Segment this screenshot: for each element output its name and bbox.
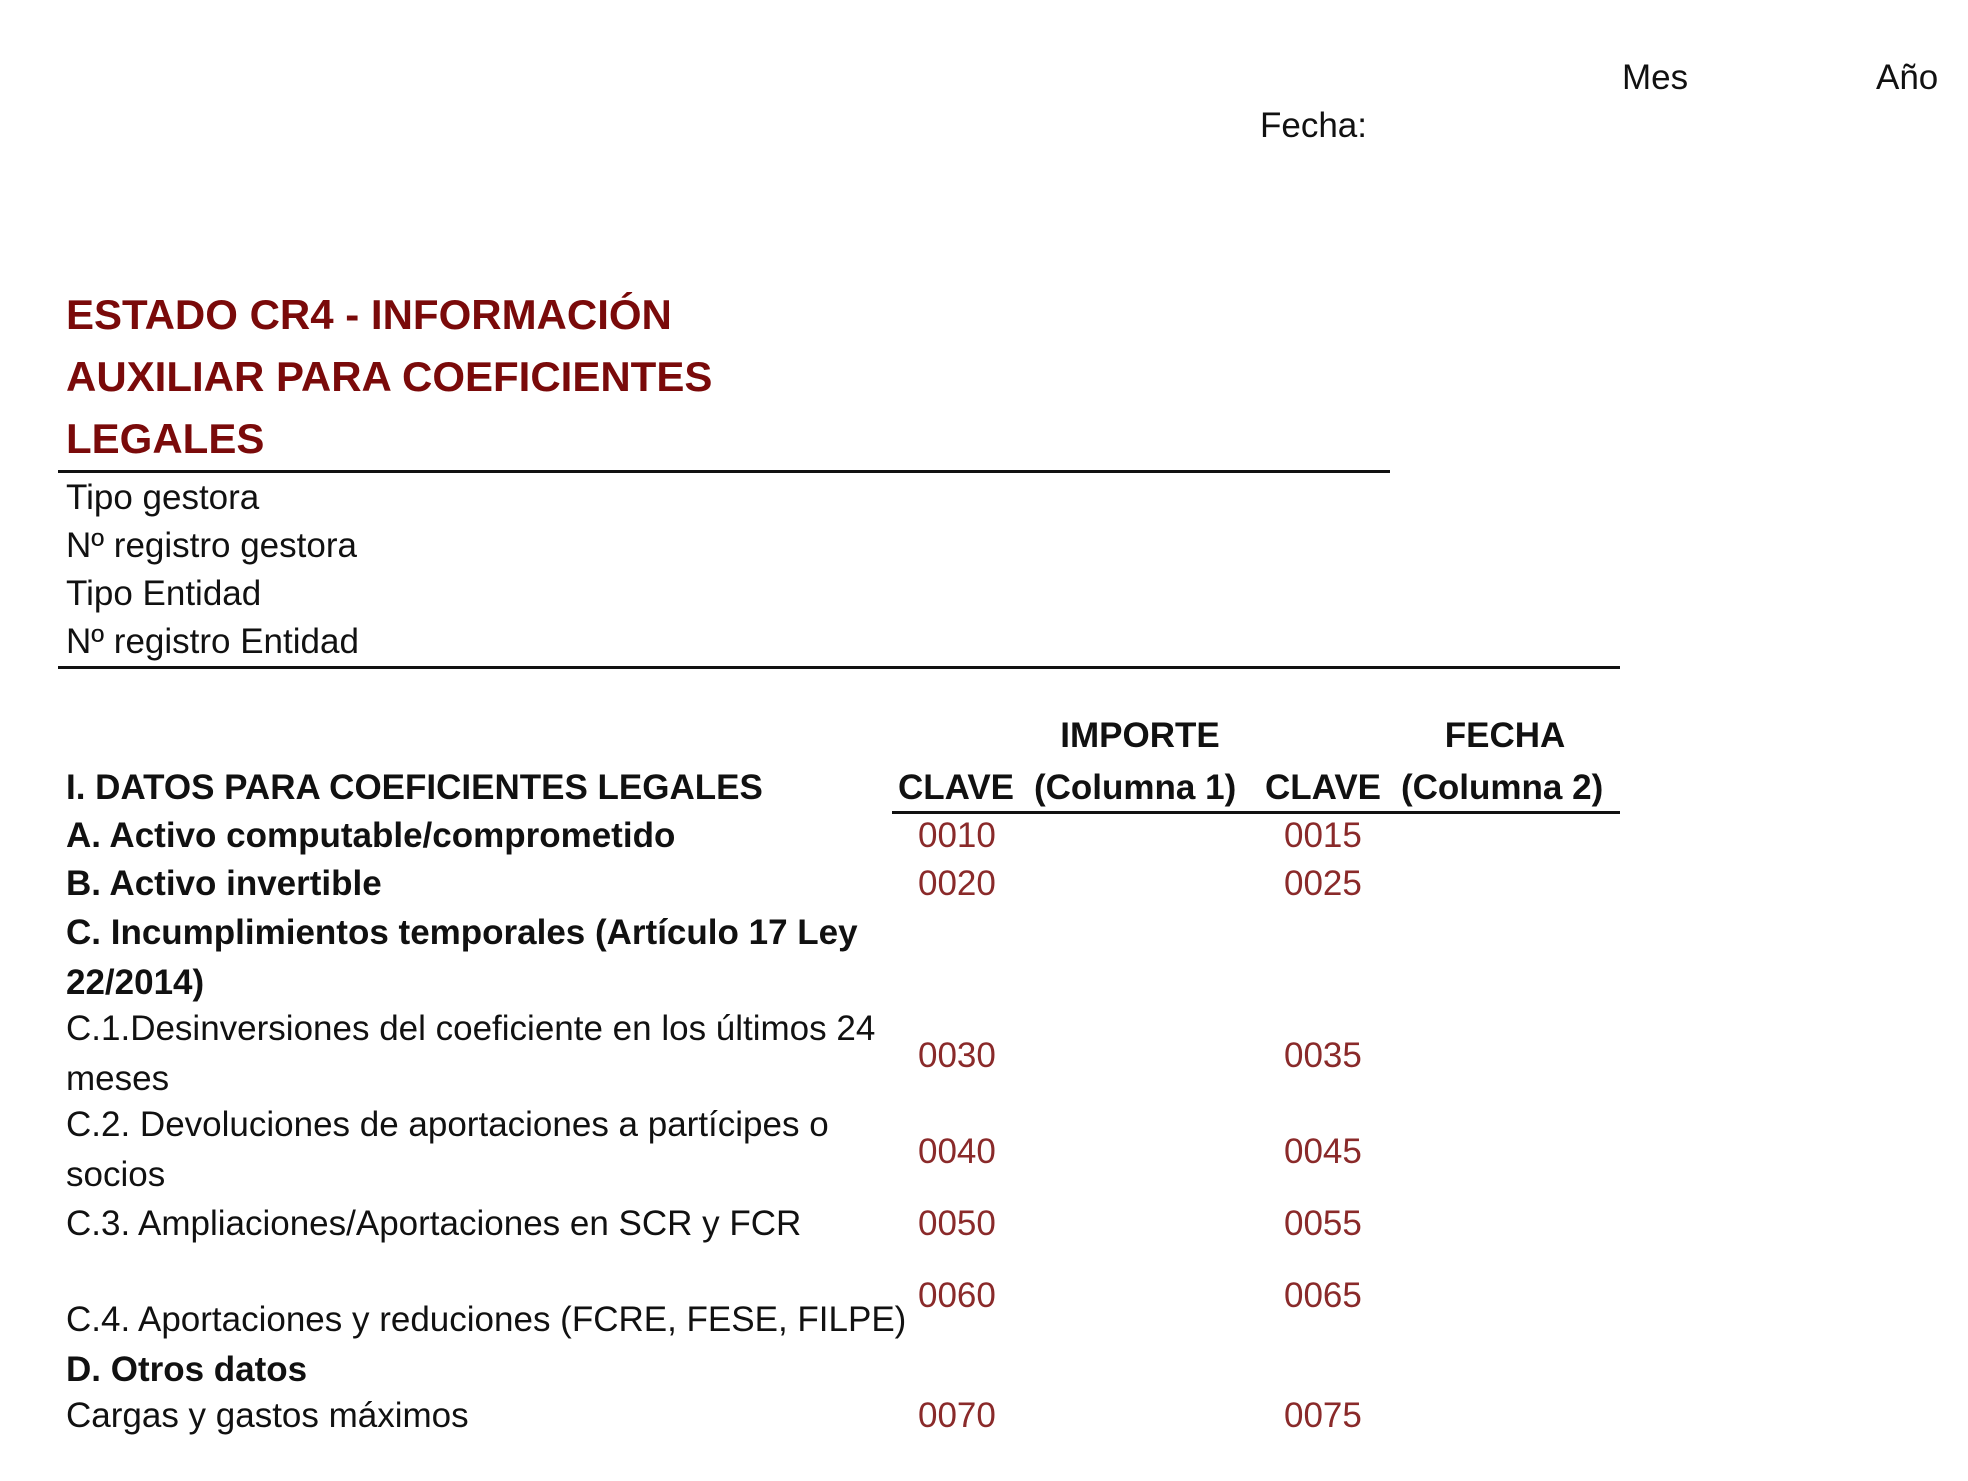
row-label-cargas: Cargas y gastos máximos <box>66 1396 469 1435</box>
row-code1-c4: 0060 <box>918 1276 996 1315</box>
row-label-c: C. Incumplimientos temporales (Artículo 17 Ley 22/2014) <box>66 913 858 1002</box>
row-code2-a: 0015 <box>1284 816 1362 855</box>
title-rule <box>58 470 1390 473</box>
row-label-c3: C.3. Ampliaciones/Aportaciones en SCR y FCR <box>66 1204 802 1243</box>
row-code1-a: 0010 <box>918 816 996 855</box>
row-code1-c2: 0040 <box>918 1132 996 1171</box>
col-importe-header-bottom: (Columna 1) <box>1034 768 1237 807</box>
field-tipo-gestora: Tipo gestora <box>66 478 260 517</box>
date-label: Fecha: <box>1260 106 1367 145</box>
row-code1-b: 0020 <box>918 864 996 903</box>
row-label-b: B. Activo invertible <box>66 864 382 903</box>
field-registro-gestora: Nº registro gestora <box>66 526 357 565</box>
field-registro-entidad: Nº registro Entidad <box>66 622 359 661</box>
field-tipo-entidad: Tipo Entidad <box>66 574 262 613</box>
row-label-c1: C.1.Desinversiones del coeficiente en los últimos 24 meses <box>66 1009 876 1098</box>
entity-rule <box>58 666 1620 669</box>
col-fecha-header-bottom: (Columna 2) <box>1401 768 1604 807</box>
row-code1-c3: 0050 <box>918 1204 996 1243</box>
row-label-c2: C.2. Devoluciones de aportaciones a partícipes o socios <box>66 1105 829 1194</box>
col-clave-1-header: CLAVE <box>898 768 1015 807</box>
row-code2-c1: 0035 <box>1284 1036 1362 1075</box>
row-label-a: A. Activo computable/comprometido <box>66 816 676 855</box>
row-code2-c2: 0045 <box>1284 1132 1362 1171</box>
col-fecha-header-top: FECHA <box>1444 716 1566 755</box>
row-code1-c1: 0030 <box>918 1036 996 1075</box>
row-code2-b: 0025 <box>1284 864 1362 903</box>
section-title: I. DATOS PARA COEFICIENTES LEGALES <box>66 768 763 807</box>
page-title: ESTADO CR4 - INFORMACIÓN AUXILIAR PARA COEFICIENTES LEGALES <box>66 291 713 462</box>
row-code2-c3: 0055 <box>1284 1204 1362 1243</box>
row-code2-cargas: 0075 <box>1284 1396 1362 1435</box>
col-importe-header-top: IMPORTE <box>1060 716 1220 755</box>
row-label-c4: C.4. Aportaciones y reduciones (FCRE, FESE, FILPE) <box>66 1300 907 1339</box>
year-label: Año <box>1876 58 1939 97</box>
month-label: Mes <box>1622 58 1689 97</box>
row-code1-cargas: 0070 <box>918 1396 996 1435</box>
row-label-d: D. Otros datos <box>66 1350 308 1389</box>
row-code2-c4: 0065 <box>1284 1276 1362 1315</box>
col-clave-2-header: CLAVE <box>1265 768 1382 807</box>
table-header-rule <box>892 811 1620 814</box>
